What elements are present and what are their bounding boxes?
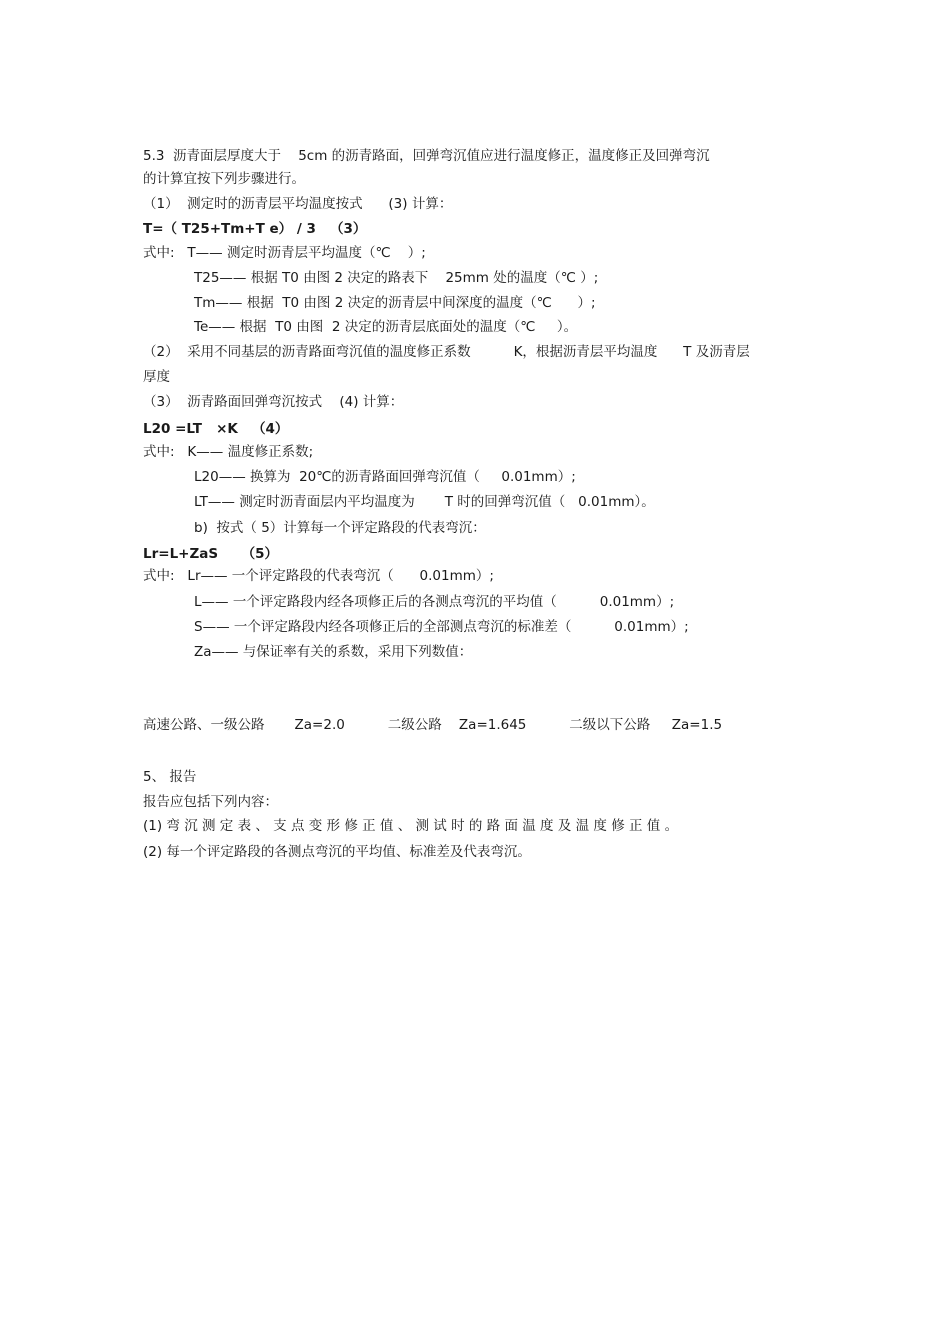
where-3-T: 式中: T—— 测定时沥青层平均温度（℃ ）; <box>143 245 426 261</box>
where-3-T25: T25—— 根据 T0 由图 2 决定的路表下 25mm 处的温度（℃ ）; <box>194 270 599 286</box>
formula-5: Lr=L+ZaS （5） <box>143 546 278 562</box>
formula-4: L20 =LT ×K （4） <box>143 421 289 437</box>
report-item-1: (1) 弯 沉 测 定 表 、 支 点 变 形 修 正 值 、 测 试 时 的 路 面 温 度 及 温 度 修 正 值 。 <box>143 818 679 834</box>
step-3: （3） 沥青路面回弹弯沉按式 (4) 计算： <box>143 394 404 410</box>
where-4-L20: L20—— 换算为 20℃的沥青路面回弹弯沉值（ 0.01mm）; <box>194 469 576 485</box>
step-2-line-2: 厚度 <box>143 369 170 385</box>
where-5-Lr: 式中: Lr—— 一个评定路段的代表弯沉（ 0.01mm）; <box>143 568 494 584</box>
where-4-K: 式中: K—— 温度修正系数; <box>143 444 314 460</box>
where-4-LT: LT—— 测定时沥青面层内平均温度为 T 时的回弹弯沉值（ 0.01mm）。 <box>194 494 655 510</box>
report-item-2: (2) 每一个评定路段的各测点弯沉的平均值、标准差及代表弯沉。 <box>143 844 531 860</box>
step-2-line-1: （2） 采用不同基层的沥青路面弯沉值的温度修正系数 K，根据沥青层平均温度 T 及沥青层 <box>143 344 750 360</box>
where-5-L: L—— 一个评定路段内经各项修正后的各测点弯沉的平均值（ 0.01mm）; <box>194 594 675 610</box>
za-values: 高速公路、一级公路 Za=2.0 二级公路 Za=1.645 二级以下公路 Za=1.5 <box>143 717 723 733</box>
section-5-intro: 报告应包括下列内容： <box>143 794 278 810</box>
step-1: （1） 测定时的沥青层平均温度按式 (3) 计算： <box>143 196 453 212</box>
section-5-heading: 5、 报告 <box>143 769 197 785</box>
where-5-S: S—— 一个评定路段内经各项修正后的全部测点弯沉的标准差（ 0.01mm）; <box>194 619 689 635</box>
where-3-Tm: Tm—— 根据 T0 由图 2 决定的沥青层中间深度的温度（℃ ）; <box>194 295 596 311</box>
intro-line-1: 5.3 沥青面层厚度大于 5cm 的沥青路面，回弹弯沉值应进行温度修正，温度修正及回弹弯沉 <box>143 148 710 164</box>
where-5-Za: Za—— 与保证率有关的系数，采用下列数值： <box>194 644 473 660</box>
intro-line-2: 的计算宜按下列步骤进行。 <box>143 171 305 187</box>
formula-3: T=（ T25+Tm+T e） / 3 （3） <box>143 221 367 237</box>
step-b: b) 按式（ 5）计算每一个评定路段的代表弯沉： <box>194 520 486 536</box>
where-3-Te: Te—— 根据 T0 由图 2 决定的沥青层底面处的温度（℃ ）。 <box>194 319 578 335</box>
